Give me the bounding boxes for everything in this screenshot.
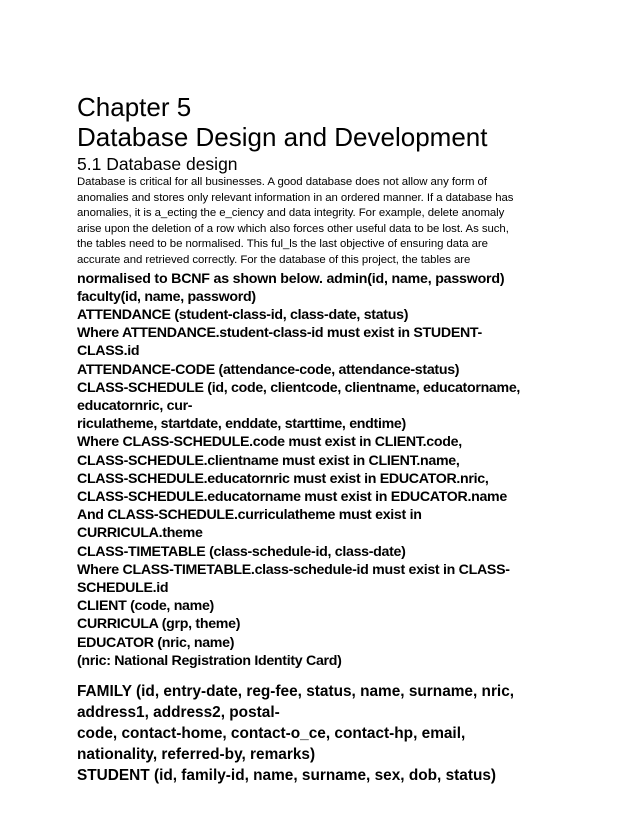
paragraph-line: anomalies, it is a_ecting the e_ciency and data integrity. For example, delete anomaly xyxy=(77,207,505,220)
schema-line: educatornric, cur- xyxy=(77,397,193,414)
schema-line: FAMILY (id, entry-date, reg-fee, status, name, surname, nric, xyxy=(77,683,515,701)
schema-line: And CLASS-SCHEDULE.curriculatheme must exist in xyxy=(77,507,422,524)
schema-line: ATTENDANCE-CODE (attendance-code, attendance-status) xyxy=(77,361,460,378)
schema-line: CLASS-SCHEDULE.educatorname must exist in EDUCATOR.name xyxy=(77,489,507,505)
schema-line: CURRICULA.theme xyxy=(77,525,203,542)
schema-line: STUDENT (id, family-id, name, surname, sex, dob, status) xyxy=(77,767,497,785)
schema-line: ATTENDANCE (student-class-id, class-date, status) xyxy=(77,306,409,323)
schema-line: CLASS-TIMETABLE (class-schedule-id, class-date) xyxy=(77,543,406,560)
paragraph-line: arise upon the deletion of a row which also forces other useful data to be lost. As such, xyxy=(77,222,509,235)
chapter-label: Chapter 5 xyxy=(77,92,192,122)
schema-line: normalised to BCNF as shown below. admin(id, name, password) xyxy=(77,270,505,287)
schema-list-secondary xyxy=(77,681,617,786)
paragraph-line: anomalies and stores only relevant information in an ordered manner. If a database has xyxy=(77,191,514,204)
schema-line: CLASS-SCHEDULE (id, code, clientcode, clientname, educatorname, xyxy=(77,379,521,396)
schema-line: CLIENT (code, name) xyxy=(77,598,214,615)
schema-line: CURRICULA (grp, theme) xyxy=(77,616,241,633)
schema-line: (nric: National Registration Identity Card) xyxy=(77,652,342,669)
schema-line: code, contact-home, contact-o_ce, contact-hp, email, xyxy=(77,725,466,743)
schema-line: CLASS.id xyxy=(77,343,140,360)
schema-line: CLASS-SCHEDULE.clientname must exist in CLIENT.name, xyxy=(77,452,460,469)
page-content xyxy=(77,92,617,786)
schema-line: Where CLASS-TIMETABLE.class-schedule-id must exist in CLASS- xyxy=(77,561,510,578)
paragraph-line: accurate and retrieved correctly. For the database of this project, the tables are xyxy=(77,253,471,266)
paragraph-line: Database is critical for all businesses. A good database does not allow any form of xyxy=(77,176,487,188)
schema-line: address1, address2, postal- xyxy=(77,704,280,722)
schema-line: Where CLASS-SCHEDULE.code must exist in CLIENT.code, xyxy=(77,434,462,451)
schema-line: nationality, referred-by, remarks) xyxy=(77,746,316,764)
schema-list xyxy=(77,270,617,670)
schema-line: Where ATTENDANCE.student-class-id must exist in STUDENT- xyxy=(77,325,482,342)
schema-line: faculty(id, name, password) xyxy=(77,288,256,305)
schema-line: SCHEDULE.id xyxy=(77,580,169,597)
chapter-title: Database Design and Development xyxy=(77,122,488,152)
schema-line: CLASS-SCHEDULE.educatornric must exist in EDUCATOR.nric, xyxy=(77,470,489,487)
schema-line: EDUCATOR (nric, name) xyxy=(77,634,235,651)
section-title: 5.1 Database design xyxy=(77,154,238,174)
paragraph-line: the tables need to be normalised. This ful_ls the last objective of ensuring data are xyxy=(77,238,488,251)
schema-line: riculatheme, startdate, enddate, starttime, endtime) xyxy=(77,416,406,433)
body-paragraph xyxy=(77,175,617,269)
